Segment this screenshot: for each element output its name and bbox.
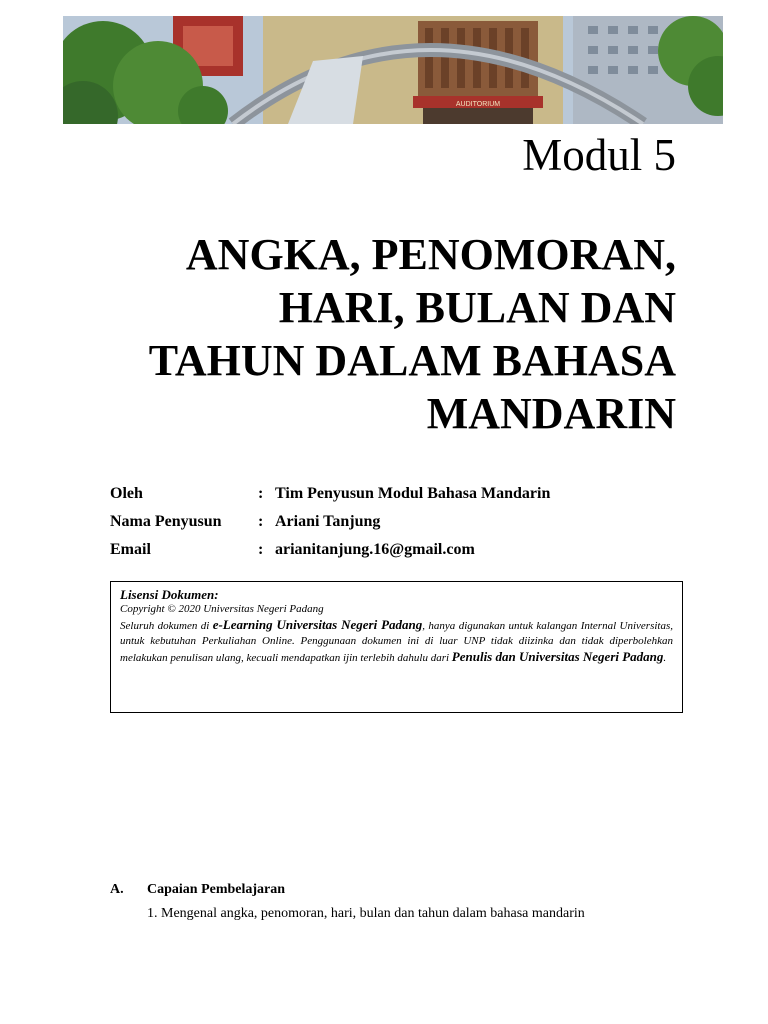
section-learning-outcomes — [110, 880, 585, 921]
module-title-line: TAHUN DALAM BAHASA — [148, 336, 676, 385]
meta-label: Email — [110, 541, 151, 558]
header-banner-photo — [63, 16, 723, 124]
license-copyright: Copyright © 2020 Universitas Negeri Padang — [120, 603, 324, 615]
module-number-heading: Modul 5 — [522, 130, 676, 180]
email-address: arianitanjung.16@gmail.com — [275, 541, 475, 558]
list-item: 1. Mengenal angka, penomoran, hari, bulan dan tahun dalam bahasa mandarin — [147, 906, 585, 921]
section-title: Capaian Pembelajaran — [147, 882, 286, 897]
license-text: Seluruh dokumen di — [120, 620, 213, 632]
license-emphasis: Penulis dan Universitas Negeri Padang — [451, 649, 664, 664]
meta-row-email — [110, 536, 550, 564]
license-text: . — [663, 652, 667, 664]
module-title-line: HARI, BULAN DAN — [278, 283, 676, 332]
meta-value: Tim Penyusun Modul Bahasa Mandarin — [275, 485, 551, 502]
banner-sign-text: AUDITORIUM — [455, 101, 501, 108]
meta-label: Nama Penyusun — [110, 513, 222, 530]
module-title-line: ANGKA, PENOMORAN, — [185, 230, 676, 279]
module-title — [76, 228, 676, 440]
meta-row-author — [110, 480, 550, 508]
meta-colon: : — [258, 485, 264, 502]
module-title-line: MANDARIN — [426, 389, 676, 438]
section-heading — [110, 880, 285, 900]
license-emphasis: e-Learning Universitas Negeri Padang — [212, 617, 423, 632]
license-text: , hanya digunakan untuk kalangan Internal Universitas, untuk kebutuhan Perkuliahan Online. Penggunaan dokumen ini di luar UNP tidak diizinka dan tidak diperbolehkan melakukan penulisan ulang, kecuali mendapatkan ijin terlebih dahulu dari — [120, 620, 674, 664]
license-box — [110, 581, 683, 713]
meta-colon: : — [258, 513, 264, 530]
meta-value: Ariani Tanjung — [275, 513, 381, 530]
meta-row-compiler — [110, 508, 550, 536]
section-letter: A. — [110, 882, 124, 897]
meta-colon: : — [258, 541, 264, 558]
license-body — [120, 617, 673, 666]
author-info — [110, 480, 550, 564]
license-title: Lisensi Dokumen: — [120, 587, 219, 602]
meta-label: Oleh — [110, 485, 143, 502]
